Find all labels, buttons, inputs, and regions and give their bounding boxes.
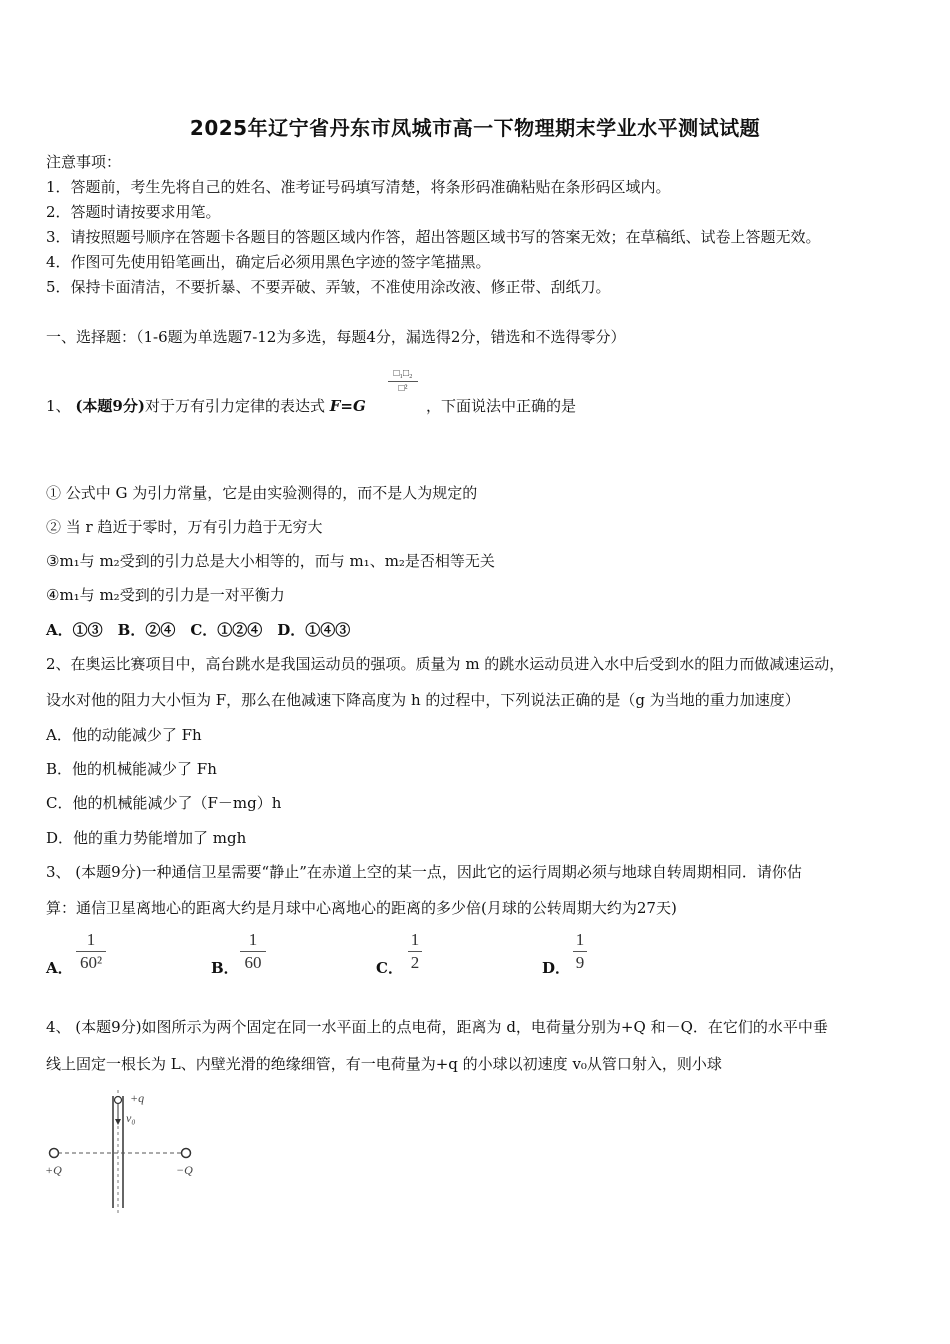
notice-item-3: 3．请按照题号顺序在答题卡各题目的答题区域内作答，超出答题区域书写的答案无效；在草稿纸、试卷上答题无效。 <box>46 228 821 246</box>
q1-statement-2: ② 当 r 趋近于零时，万有引力趋于无穷大 <box>46 518 323 536</box>
q2-option-b: B．他的机械能减少了 Fh <box>46 760 217 778</box>
q3-option-b-den: 60 <box>244 953 262 972</box>
section-heading: 一、选择题：（1-6题为单选题7-12为多选，每题4分，漏选得2分，错选和不选得零分） <box>46 328 626 346</box>
q4-figure <box>40 1088 210 1218</box>
q4-line-2: 线上固定一根长为 L、内壁光滑的绝缘细管，有一电荷量为+q 的小球以初速度 v₀从管口射入，则小球 <box>46 1055 722 1073</box>
q1-text-a: 对于万有引力定律的表达式 <box>144 397 325 415</box>
q3-option-c-num: 1 <box>410 930 420 949</box>
notice-heading: 注意事项： <box>46 153 122 171</box>
q1-prefix: 1、 <box>46 397 71 415</box>
q3-option-a-den: 60² <box>79 953 103 972</box>
page-title: 2025年辽宁省丹东市凤城市高一下物理期末学业水平测试试题 <box>189 116 761 140</box>
q1-formula-num: □₁□₂ <box>393 368 413 379</box>
q3-option-a-num: 1 <box>86 930 96 949</box>
q1-formula: F=G <box>329 397 366 415</box>
notice-item-5: 5．保持卡面清洁，不要折暴、不要弄破、弄皱，不准使用涂改液、修正带、刮纸刀。 <box>46 278 611 296</box>
notice-item-1: 1．答题前，考生先将自己的姓名、准考证号码填写清楚，将条形码准确粘贴在条形码区域内。 <box>46 178 671 196</box>
q1-formula-den: □² <box>398 383 408 394</box>
q2-option-c: C．他的机械能减少了（F－mg）h <box>46 794 282 812</box>
q2-line-1: 2、在奥运比赛项目中，高台跳水是我国运动员的强项。质量为 m 的跳水运动员进入水中后受到水的阻力而做减速运动， <box>46 655 845 673</box>
q3-option-b-fraction <box>238 930 268 973</box>
ball-charge <box>115 1097 122 1104</box>
fraction-bar <box>76 951 106 952</box>
velocity-arrowhead <box>115 1119 121 1125</box>
q3-line-1: 3、 (本题9分)一种通信卫星需要“静止”在赤道上空的某一点，因此它的运行周期必须与地球自转周期相同．请你估 <box>46 863 802 881</box>
q1-stem <box>46 396 366 416</box>
q3-option-d-num: 1 <box>575 930 585 949</box>
q3-line-2: 算：通信卫星离地心的距离大约是月球中心离地心的距离的多少倍(月球的公转周期大约为27天) <box>46 899 677 917</box>
q3-option-d-fraction <box>570 930 590 973</box>
q1-statement-1: ① 公式中 G 为引力常量，它是由实验测得的，而不是人为规定的 <box>46 484 478 502</box>
fraction-bar <box>240 951 266 952</box>
label-plus-Q: +Q <box>45 1163 62 1177</box>
q3-option-c-den: 2 <box>410 953 420 972</box>
q3-option-c-fraction <box>405 930 425 973</box>
q2-option-a: A．他的动能减少了 Fh <box>46 726 202 744</box>
label-v0: v₀ <box>126 1111 136 1125</box>
q3-option-a-label: A． <box>46 959 73 977</box>
notice-item-2: 2．答题时请按要求用笔。 <box>46 203 221 221</box>
q1-text-b: ，下面说法中正确的是 <box>426 397 577 415</box>
q2-line-2: 设水对他的阻力大小恒为 F，那么在他减速下降高度为 h 的过程中，下列说法正确的是（g 为当地的重力加速度） <box>46 691 800 709</box>
q3-option-a-fraction <box>74 930 108 973</box>
notice-item-4: 4．作图可先使用铅笔画出，确定后必须用黑色字迹的签字笔描黑。 <box>46 253 491 271</box>
label-plus-q: +q <box>130 1091 145 1105</box>
fraction-bar <box>388 381 418 382</box>
q4-line-1: 4、 (本题9分)如图所示为两个固定在同一水平面上的点电荷，距离为 d，电荷量分别为+Q 和－Q．在它们的水平中垂 <box>46 1018 828 1036</box>
q1-points: (本题9分) <box>75 397 145 415</box>
fraction-bar <box>573 951 587 952</box>
q1-options: A．①③ B．②④ C．①②④ D．①④③ <box>46 621 351 639</box>
q2-option-d: D．他的重力势能增加了 mgh <box>46 829 247 847</box>
positive-charge <box>50 1149 59 1158</box>
fraction-bar <box>408 951 422 952</box>
q3-option-b-label: B． <box>211 959 239 977</box>
q3-option-b-num: 1 <box>248 930 258 949</box>
q1-statement-3: ③m₁与 m₂受到的引力总是大小相等的，而与 m₁、m₂是否相等无关 <box>46 552 495 570</box>
label-minus-Q: −Q <box>176 1163 193 1177</box>
q1-formula-fraction <box>386 368 420 395</box>
q3-option-c-label: C． <box>376 959 403 977</box>
q1-statement-4: ④m₁与 m₂受到的引力是一对平衡力 <box>46 586 285 604</box>
q3-option-d-label: D． <box>542 959 571 977</box>
q3-option-d-den: 9 <box>575 953 585 972</box>
negative-charge <box>182 1149 191 1158</box>
